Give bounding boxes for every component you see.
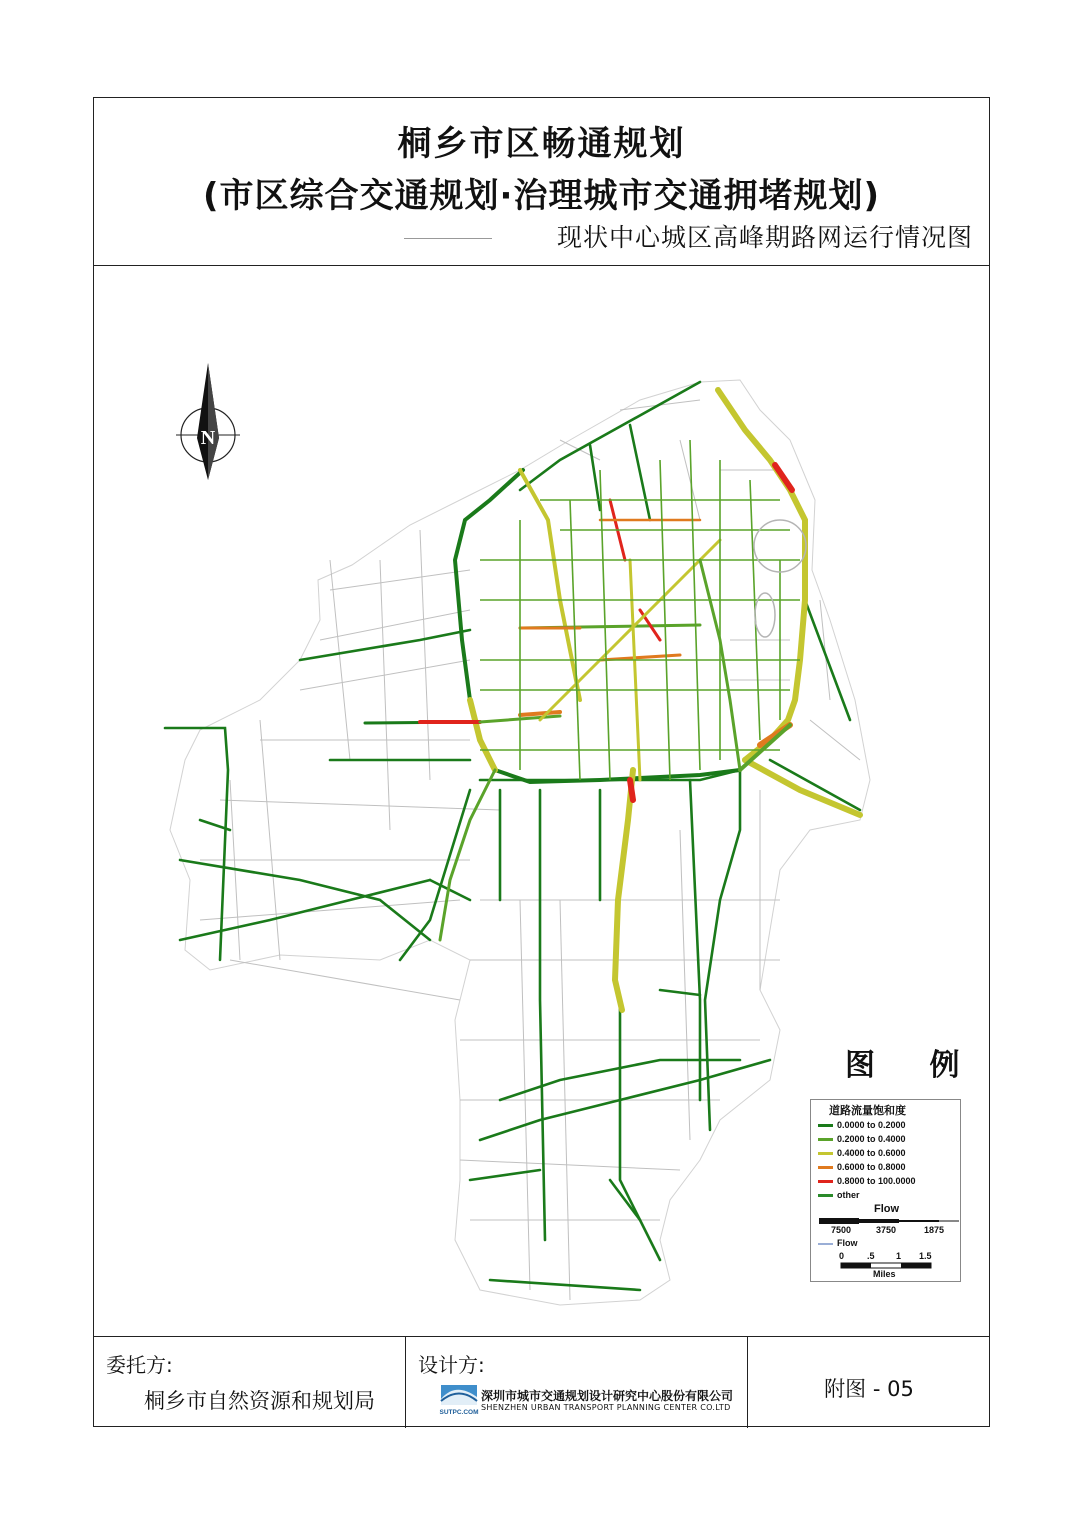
miles-tick: 1.5	[919, 1251, 932, 1261]
map-title: 现状中心城区高峰期路网运行情况图	[556, 223, 973, 252]
plan-subtitle: (市区综合交通规划·治理城市交通拥堵规划)	[203, 176, 880, 216]
flow-line-legend: Flow	[818, 1238, 858, 1250]
flow-scale-tick: 7500	[831, 1225, 852, 1235]
sutpc-logo-icon	[439, 1383, 479, 1417]
designer-name-en: SHENZHEN URBAN TRANSPORT PLANNING CENTER CO.LTD	[481, 1403, 731, 1412]
legend-item: 0.0000 to 0.2000	[818, 1120, 906, 1132]
miles-label: Miles	[873, 1269, 896, 1279]
client-label: 委托方:	[106, 1353, 173, 1377]
legend-box	[810, 1099, 961, 1282]
legend-swatch-icon	[818, 1152, 833, 1155]
appendix-cell	[748, 1337, 990, 1428]
logo-text: SUTPC.COM	[439, 1409, 479, 1416]
appendix-number: 附图 - 05	[824, 1377, 914, 1401]
legend-item: 0.2000 to 0.4000	[818, 1134, 906, 1146]
miles-tick: .5	[867, 1251, 875, 1261]
legend-item: 0.6000 to 0.8000	[818, 1162, 906, 1174]
flow-scale-tick: 3750	[876, 1225, 897, 1235]
miles-tick: 0	[839, 1251, 845, 1261]
legend-item: 0.4000 to 0.6000	[818, 1148, 906, 1160]
client-cell	[94, 1337, 406, 1428]
flow-scale-tick: 1875	[924, 1225, 945, 1235]
north-arrow-icon	[173, 358, 243, 483]
title-divider-line	[404, 238, 492, 239]
legend-swatch-icon	[818, 1166, 833, 1169]
title-block	[94, 98, 989, 266]
legend-swatch-icon	[818, 1180, 833, 1183]
miles-tick: 1	[896, 1251, 902, 1261]
designer-name-cn: 深圳市城市交通规划设计研究中心股份有限公司	[481, 1389, 734, 1403]
title-footer	[94, 1336, 989, 1428]
legend-item: other	[818, 1190, 860, 1202]
legend-swatch-icon	[818, 1194, 833, 1197]
legend-item: 0.8000 to 100.0000	[818, 1176, 916, 1188]
flow-line-swatch-icon	[818, 1243, 833, 1245]
legend-heading: 道路流量饱和度	[829, 1104, 906, 1117]
client-name: 桐乡市自然资源和规划局	[144, 1389, 375, 1413]
flow-scale-bar-icon	[817, 1217, 962, 1225]
north-letter: N	[200, 427, 216, 449]
legend-title: 图 例	[845, 1048, 982, 1083]
legend-swatch-icon	[818, 1124, 833, 1127]
designer-label: 设计方:	[418, 1353, 485, 1377]
flow-scale-label: Flow	[874, 1203, 900, 1215]
plan-title: 桐乡市区畅通规划	[397, 124, 686, 164]
designer-cell	[406, 1337, 748, 1428]
miles-scale-bar-icon	[839, 1262, 939, 1269]
legend-swatch-icon	[818, 1138, 833, 1141]
